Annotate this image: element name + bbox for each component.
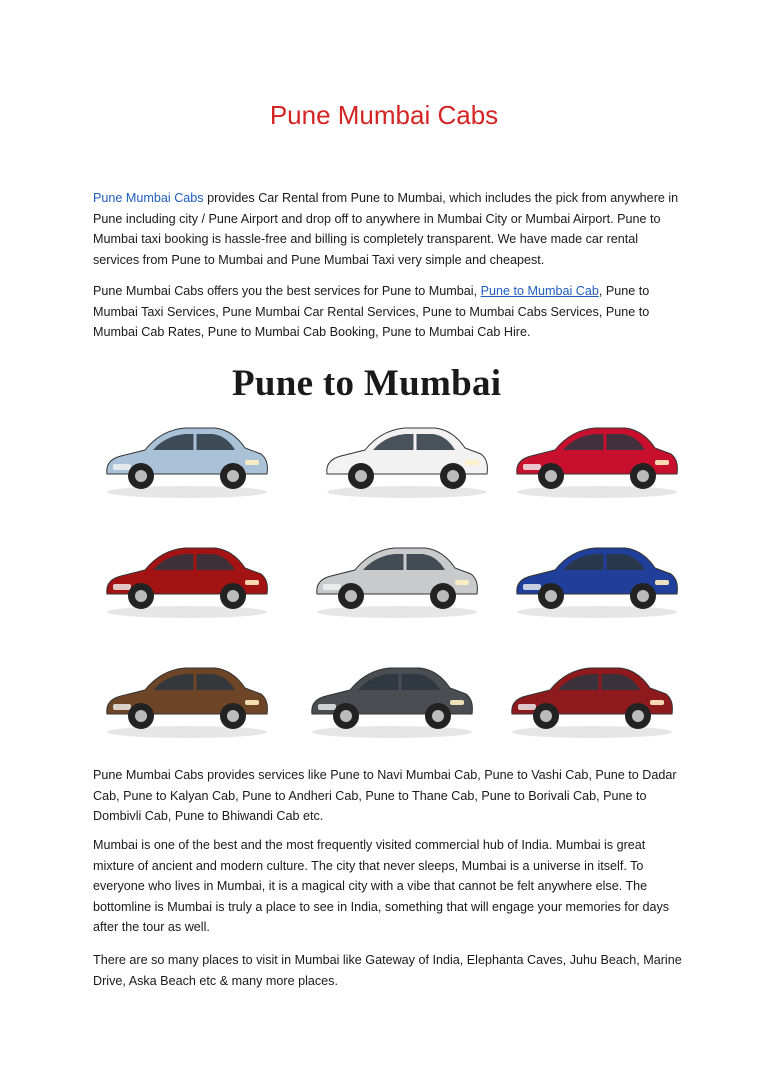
intro-text: provides Car Rental from Pune to Mumbai, which includes the pick from anywhere in Pune including city / Pune Airport and drop off to anywhere in Mumbai City or Mumbai Airport. Pune to Mumbai taxi booking is hassle-free and billing is completely transparent. We have made car rental services from Pune to Mumbai and Pune Mumbai Taxi very simple and cheapest. [93,191,679,267]
services-paragraph [93,281,683,343]
car-4-image [95,528,275,623]
pune-mumbai-cabs-link[interactable]: Pune Mumbai Cabs [93,191,204,205]
car-6-image [505,528,685,623]
services-text-after: , Pune to Mumbai Taxi Services, Pune Mumbai Car Rental Services, Pune to Mumbai Cabs Services, Pune to Mumbai Cab Rates, Pune to Mumbai Cab Booking, Pune to Mumbai Cab Hire. [93,284,650,339]
pune-to-mumbai-cab-link[interactable]: Pune to Mumbai Cab [480,284,599,298]
car-8-image [300,648,480,743]
page-title: Pune Mumbai Cabs [269,100,499,130]
car-7-image [95,648,275,743]
destinations-paragraph: Pune Mumbai Cabs provides services like Pune to Navi Mumbai Cab, Pune to Vashi Cab, Pune to Dadar Cab, Pune to Kalyan Cab, Pune to Andheri Cab, Pune to Thane Cab, Pune to Borivali Cab, Pune to Dombivli Cab, Pune to Bhiwandi Cab etc. [93,768,677,823]
car-5-image [305,528,485,623]
cars-banner-title: Pune to Mumbai [232,363,502,404]
intro-paragraph [93,188,683,270]
services-text-before: Pune Mumbai Cabs offers you the best services for Pune to Mumbai, [93,284,481,298]
places-paragraph: There are so many places to visit in Mumbai like Gateway of India, Elephanta Caves, Juhu Beach, Marine Drive, Aska Beach etc & many more places. [93,953,682,988]
car-1-image [95,408,275,503]
car-3-image [505,408,685,503]
car-2-image [315,408,495,503]
about-mumbai-paragraph: Mumbai is one of the best and the most frequently visited commercial hub of India. Mumbai is great mixture of ancient and modern culture. The city that never sleeps, Mumbai is a universe in itself. To everyone who lives in Mumbai, it is a magical city with a vibe that cannot be felt anywhere else. The bottomline is Mumbai is truly a place to see in India, something that will engage your memories for days after the tour as well. [93,838,670,934]
car-9-image [500,648,680,743]
